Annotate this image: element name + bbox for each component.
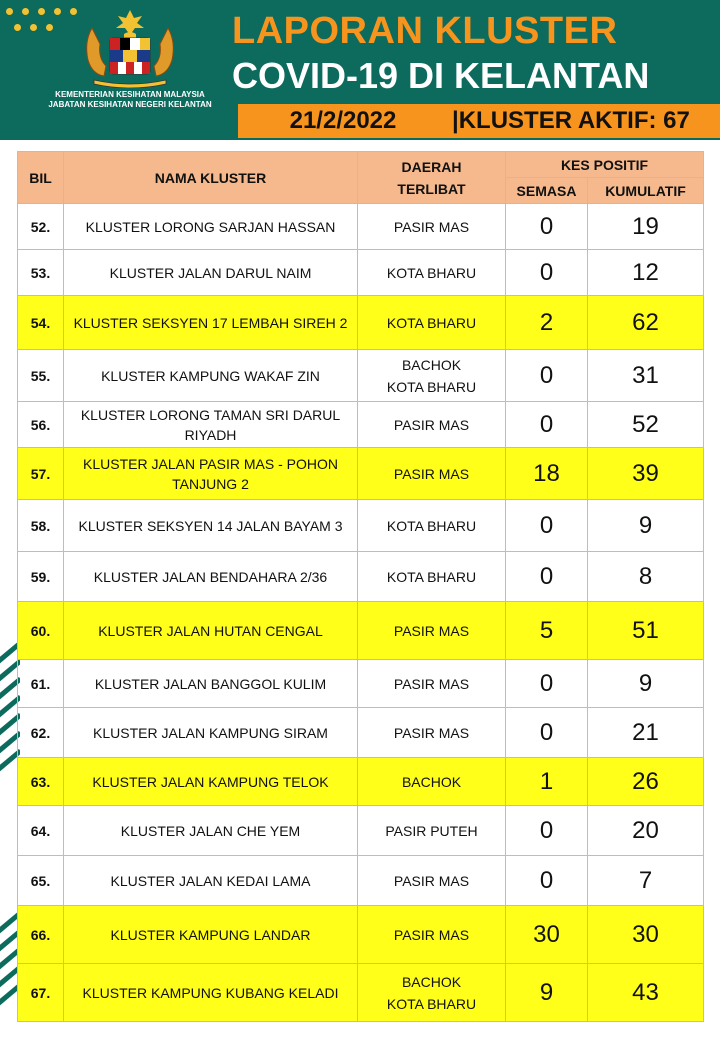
cluster-number: 67. [18, 964, 64, 1022]
cluster-name: KLUSTER JALAN BENDAHARA 2/36 [64, 552, 358, 602]
current-cases: 0 [506, 552, 588, 602]
district-line: PASIR MAS [393, 926, 470, 943]
table-row [18, 448, 704, 500]
affected-district [358, 552, 506, 602]
cluster-name: KLUSTER SEKSYEN 14 JALAN BAYAM 3 [64, 500, 358, 552]
affected-district [358, 856, 506, 906]
district-line: KOTA BHARU [386, 568, 477, 585]
cluster-number: 64. [18, 806, 64, 856]
table-row [18, 350, 704, 402]
cluster-number: 55. [18, 350, 64, 402]
cluster-number: 59. [18, 552, 64, 602]
current-cases: 0 [506, 856, 588, 906]
cluster-name: KLUSTER KAMPUNG KUBANG KELADI [64, 964, 358, 1022]
district-line: KOTA BHARU [386, 995, 477, 1012]
cluster-name: KLUSTER JALAN KAMPUNG SIRAM [64, 708, 358, 758]
cumulative-cases: 30 [588, 906, 704, 964]
report-title: LAPORAN KLUSTER [232, 10, 618, 52]
col-header-positive: KES POSITIF [506, 152, 704, 178]
district-line: KOTA BHARU [386, 314, 477, 331]
affected-district [358, 806, 506, 856]
district-line: KOTA BHARU [386, 264, 477, 281]
cluster-name: KLUSTER SEKSYEN 17 LEMBAH SIREH 2 [64, 296, 358, 350]
current-cases: 1 [506, 758, 588, 806]
table-row [18, 856, 704, 906]
cumulative-cases: 12 [588, 250, 704, 296]
cluster-number: 62. [18, 708, 64, 758]
agency-line-ministry: KEMENTERIAN KESIHATAN MALAYSIA [55, 90, 205, 99]
current-cases: 0 [506, 204, 588, 250]
cumulative-cases: 52 [588, 402, 704, 448]
affected-district [358, 500, 506, 552]
current-cases: 0 [506, 402, 588, 448]
affected-district [358, 296, 506, 350]
cluster-number: 65. [18, 856, 64, 906]
table-row [18, 552, 704, 602]
affected-district [358, 602, 506, 660]
malaysia-coat-of-arms-icon [70, 8, 190, 88]
cluster-name: KLUSTER JALAN CHE YEM [64, 806, 358, 856]
col-header-district-line2: TERLIBAT [397, 180, 466, 197]
table-row [18, 708, 704, 758]
district-line: PASIR MAS [393, 622, 470, 639]
affected-district [358, 906, 506, 964]
active-cluster-count: |KLUSTER AKTIF: 67 [448, 104, 720, 138]
affected-district [358, 660, 506, 708]
district-line: PASIR PUTEH [385, 822, 478, 839]
table-row [18, 758, 704, 806]
table-row [18, 250, 704, 296]
table-row [18, 660, 704, 708]
table-row [18, 906, 704, 964]
cumulative-cases: 21 [588, 708, 704, 758]
table-row [18, 500, 704, 552]
table-row [18, 602, 704, 660]
current-cases: 0 [506, 350, 588, 402]
col-header-bil: BIL [18, 152, 64, 204]
cluster-name: KLUSTER JALAN KEDAI LAMA [64, 856, 358, 906]
district-line: BACHOK [401, 356, 462, 373]
decorative-dots [0, 0, 80, 40]
current-cases: 0 [506, 660, 588, 708]
cluster-rows [18, 204, 704, 1022]
cluster-name: KLUSTER JALAN BANGGOL KULIM [64, 660, 358, 708]
cluster-number: 66. [18, 906, 64, 964]
cluster-number: 57. [18, 448, 64, 500]
agency-name [30, 90, 230, 110]
cumulative-cases: 9 [588, 660, 704, 708]
cluster-name: KLUSTER LORONG SARJAN HASSAN [64, 204, 358, 250]
cumulative-cases: 9 [588, 500, 704, 552]
affected-district [358, 708, 506, 758]
district-line: BACHOK [401, 973, 462, 990]
table-row [18, 204, 704, 250]
cluster-name: KLUSTER JALAN DARUL NAIM [64, 250, 358, 296]
cumulative-cases: 8 [588, 552, 704, 602]
table-row [18, 296, 704, 350]
cumulative-cases: 62 [588, 296, 704, 350]
col-header-current: SEMASA [506, 178, 588, 204]
district-line: PASIR MAS [393, 416, 470, 433]
district-line: PASIR MAS [393, 872, 470, 889]
district-line: KOTA BHARU [386, 378, 477, 395]
cluster-name: KLUSTER JALAN PASIR MAS - POHON TANJUNG 2 [64, 448, 358, 500]
report-subtitle: COVID-19 DI KELANTAN [232, 55, 650, 96]
cluster-name: KLUSTER JALAN KAMPUNG TELOK [64, 758, 358, 806]
col-header-district-line1: DAERAH [401, 158, 462, 175]
cluster-number: 60. [18, 602, 64, 660]
affected-district [358, 350, 506, 402]
cluster-number: 52. [18, 204, 64, 250]
report-date: 21/2/2022 [238, 104, 448, 138]
affected-district [358, 964, 506, 1022]
table-row [18, 964, 704, 1022]
cluster-number: 58. [18, 500, 64, 552]
cluster-name: KLUSTER LORONG TAMAN SRI DARUL RIYADH [64, 402, 358, 448]
current-cases: 0 [506, 250, 588, 296]
cumulative-cases: 31 [588, 350, 704, 402]
cluster-number: 63. [18, 758, 64, 806]
district-line: BACHOK [401, 773, 462, 790]
cluster-name: KLUSTER KAMPUNG WAKAF ZIN [64, 350, 358, 402]
current-cases: 9 [506, 964, 588, 1022]
current-cases: 0 [506, 500, 588, 552]
cluster-name: KLUSTER KAMPUNG LANDAR [64, 906, 358, 964]
district-line: PASIR MAS [393, 465, 470, 482]
cumulative-cases: 20 [588, 806, 704, 856]
cumulative-cases: 19 [588, 204, 704, 250]
current-cases: 0 [506, 806, 588, 856]
agency-line-state-dept: JABATAN KESIHATAN NEGERI KELANTAN [48, 100, 212, 109]
cluster-number: 54. [18, 296, 64, 350]
table-row [18, 402, 704, 448]
cumulative-cases: 39 [588, 448, 704, 500]
cumulative-cases: 7 [588, 856, 704, 906]
cluster-name: KLUSTER JALAN HUTAN CENGAL [64, 602, 358, 660]
district-line: KOTA BHARU [386, 517, 477, 534]
cluster-table [17, 151, 704, 1022]
col-header-name: NAMA KLUSTER [64, 152, 358, 204]
current-cases: 18 [506, 448, 588, 500]
col-header-district [358, 152, 506, 204]
cumulative-cases: 51 [588, 602, 704, 660]
table-row [18, 806, 704, 856]
affected-district [358, 758, 506, 806]
current-cases: 0 [506, 708, 588, 758]
affected-district [358, 402, 506, 448]
cumulative-cases: 26 [588, 758, 704, 806]
affected-district [358, 204, 506, 250]
current-cases: 30 [506, 906, 588, 964]
affected-district [358, 448, 506, 500]
cumulative-cases: 43 [588, 964, 704, 1022]
current-cases: 2 [506, 296, 588, 350]
district-line: PASIR MAS [393, 724, 470, 741]
col-header-cumulative: KUMULATIF [588, 178, 704, 204]
current-cases: 5 [506, 602, 588, 660]
cluster-number: 61. [18, 660, 64, 708]
affected-district [358, 250, 506, 296]
cluster-number: 56. [18, 402, 64, 448]
cluster-number: 53. [18, 250, 64, 296]
district-line: PASIR MAS [393, 218, 470, 235]
district-line: PASIR MAS [393, 675, 470, 692]
